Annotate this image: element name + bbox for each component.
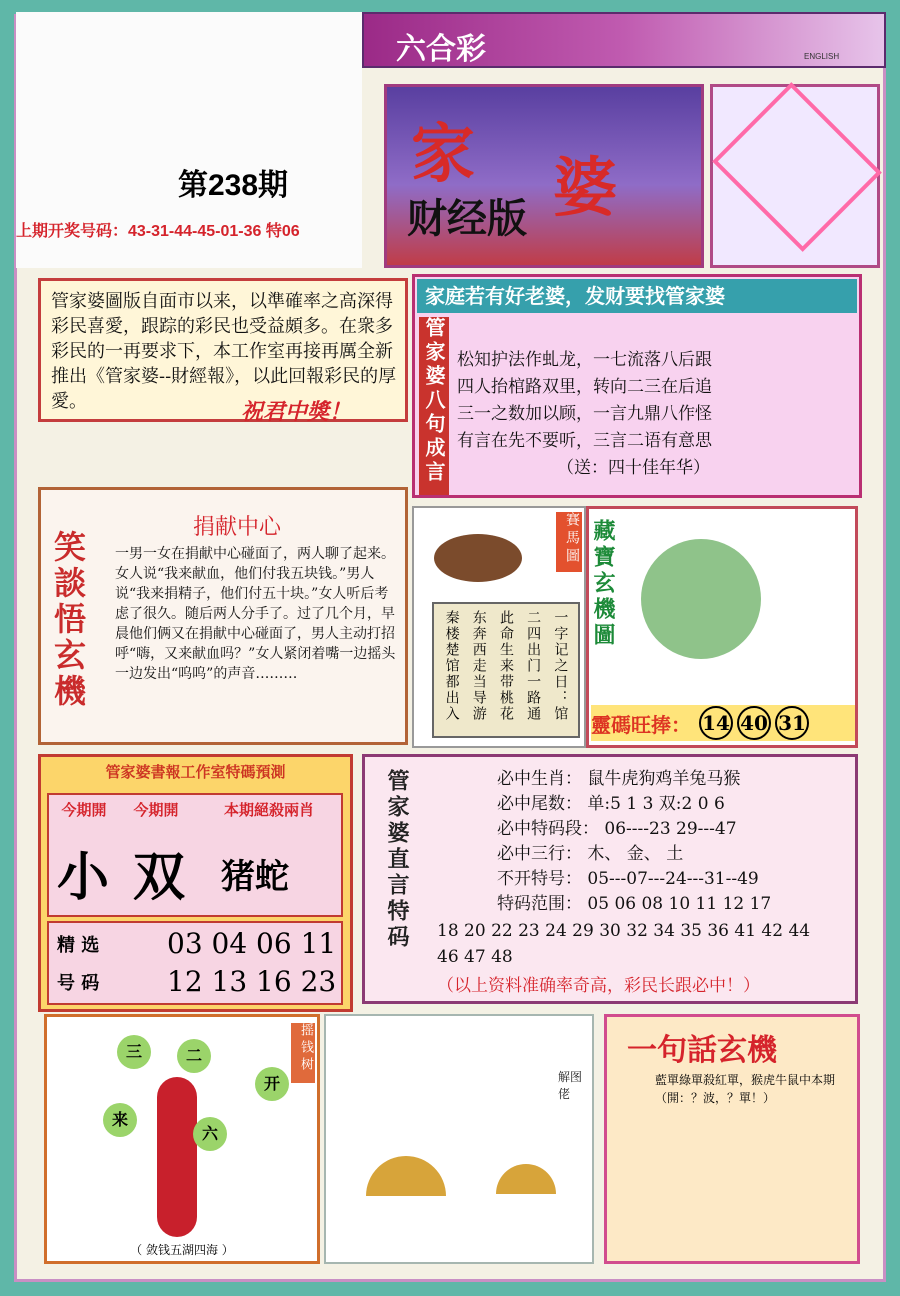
tree-fruit: 三 [117, 1035, 151, 1069]
treasure-num: 40 [737, 706, 771, 740]
horse-col: 一字记之日：馆 [552, 610, 569, 722]
tips-line: 特码范围： 05 06 08 10 11 12 17 [497, 894, 772, 914]
tips-line: 必中三行： 木、 金、 土 [497, 844, 684, 864]
haystack-icon [366, 1156, 446, 1196]
horse-col: 此命生来带桃花 [497, 610, 514, 722]
tips-line: 必中特码段： 06----23 29---47 [497, 819, 737, 839]
title-banner [384, 84, 704, 268]
riddle-panel [604, 1014, 860, 1264]
banner-title-2: 婆 [553, 151, 617, 226]
tree-caption: （ 敛钱五湖四海 ） [130, 1243, 234, 1257]
eight-title: 家庭若有好老婆，发财要找管家婆 [417, 279, 857, 313]
eight-line: 有言在先不要听，三言二语有意思 [457, 431, 712, 451]
horse-col: 秦楼楚馆都出入 [443, 610, 460, 722]
treasure-label: 靈碼旺捧： [591, 712, 691, 737]
tree-trunk-icon [157, 1077, 197, 1237]
predict-h2: 今期開 [133, 801, 179, 819]
joke-panel [38, 487, 408, 745]
select-label-2: 号 码 [57, 973, 100, 994]
tree-fruit: 开 [255, 1067, 289, 1101]
banner-subtitle: 财经版 [407, 195, 527, 242]
tips-line: 不开特号： 05---07---24---31--49 [497, 869, 759, 889]
intro-wish: 祝君中獎！ [241, 399, 352, 425]
header-bar [362, 12, 886, 68]
joke-side: 笑談悟玄機 [49, 530, 87, 710]
issue-number: 第238期 [178, 169, 289, 202]
predict-h3: 本期絕殺兩肖 [223, 801, 314, 819]
treasure-panel [586, 506, 858, 748]
eight-sayings-panel [412, 274, 862, 498]
header-english: ENGLISH [804, 52, 840, 61]
chop-panel [324, 1014, 594, 1264]
treasure-side: 藏寶玄機圖 [590, 519, 616, 649]
tree-fruit: 来 [103, 1103, 137, 1137]
haystack-icon [496, 1164, 556, 1194]
eight-send: （送：四十佳年华） [557, 458, 710, 478]
horse-side: 賽馬圖 [556, 512, 582, 572]
select-row-1: 03 04 06 11 [167, 927, 337, 960]
intro-text: 管家婆圖版自面市以来，以準確率之高深得彩民喜愛，跟踪的彩民也受益頗多。在衆多彩民的一再要求下，本工作室再接再厲全新推出《管家婆--財經報》，以此回報彩民的厚愛。 [51, 291, 397, 412]
eight-side: 管家婆八句成言 [419, 317, 449, 495]
eight-line: 四人抬棺路双里，转向二三在后追 [457, 377, 712, 397]
tips-side: 管家婆直言特码 [384, 769, 410, 951]
lantern-icon [712, 82, 882, 252]
tips-range-2: 18 20 22 23 24 29 30 32 34 35 36 41 42 44 [437, 921, 811, 941]
eight-line: 三一之数加以顾，一言九鼎八作怪 [457, 404, 712, 424]
tips-line: 必中生肖： 鼠牛虎狗鸡羊兔马猴 [497, 769, 741, 789]
select-label-1: 精 选 [57, 935, 100, 956]
banner-title-1: 家 [411, 117, 475, 192]
lantern-image [710, 84, 880, 268]
joke-title: 捐献中心 [193, 515, 282, 540]
tree-tag: 摇钱树 [291, 1023, 315, 1083]
tree-fruit: 二 [177, 1039, 211, 1073]
horse-col: 二四出门一路通 [525, 610, 542, 722]
chop-label: 解图佬 [558, 1070, 583, 1101]
joke-text: 一男一女在捐献中心碰面了，两人聊了起来。女人说“我来献血，他们付我五块钱。”男人说“我来捐精子，他们付五十块。”女人听后考虑了很久。随后两人分手了。过了几个月，早晨他们俩又在捐献中心碰面了，男人主动打招呼“嗨，又来献血吗？”女人紧闭着嘴一边摇头一边发出“呜呜”的声音……… [115, 546, 396, 682]
tips-range-3: 46 47 48 [437, 947, 513, 967]
last-draw: 上期开奖号码：43-31-44-45-01-36 特06 [16, 223, 300, 240]
select-row-2: 12 13 16 23 [167, 965, 337, 998]
horse-panel [412, 506, 586, 748]
riddle-line-2: （開：？波，？單！） [655, 1091, 776, 1105]
riddle-line-1: 藍單綠單殺紅單，猴虎牛鼠中本期 [655, 1073, 836, 1087]
treasure-num: 31 [775, 706, 809, 740]
riddle-title: 一句話玄機 [627, 1033, 777, 1068]
money-tree-panel [44, 1014, 320, 1264]
treasure-num: 14 [699, 706, 733, 740]
predict-v3: 猪蛇 [221, 857, 289, 897]
horse-col: 东奔西走当导游 [470, 610, 487, 722]
tips-note: （以上资料准确率奇高，彩民长跟必中！） [437, 976, 760, 996]
intro-box [38, 278, 408, 425]
prediction-panel [38, 754, 353, 1012]
predict-v2: 双 [133, 847, 186, 908]
horse-icon [434, 534, 522, 582]
predict-title: 管家婆書報工作室特碼預測 [105, 763, 286, 781]
tips-line: 必中尾数： 单:5 1 3 双:2 0 6 [497, 794, 725, 814]
predict-v1: 小 [57, 847, 110, 908]
header-title: 六合彩 [396, 32, 486, 67]
plant-icon [641, 539, 761, 659]
eight-line: 松知护法作虬龙，一七流落八后跟 [457, 350, 712, 370]
issue-area [16, 12, 362, 268]
predict-h1: 今期開 [61, 801, 107, 819]
tips-panel [362, 754, 858, 1004]
tree-fruit: 六 [193, 1117, 227, 1151]
